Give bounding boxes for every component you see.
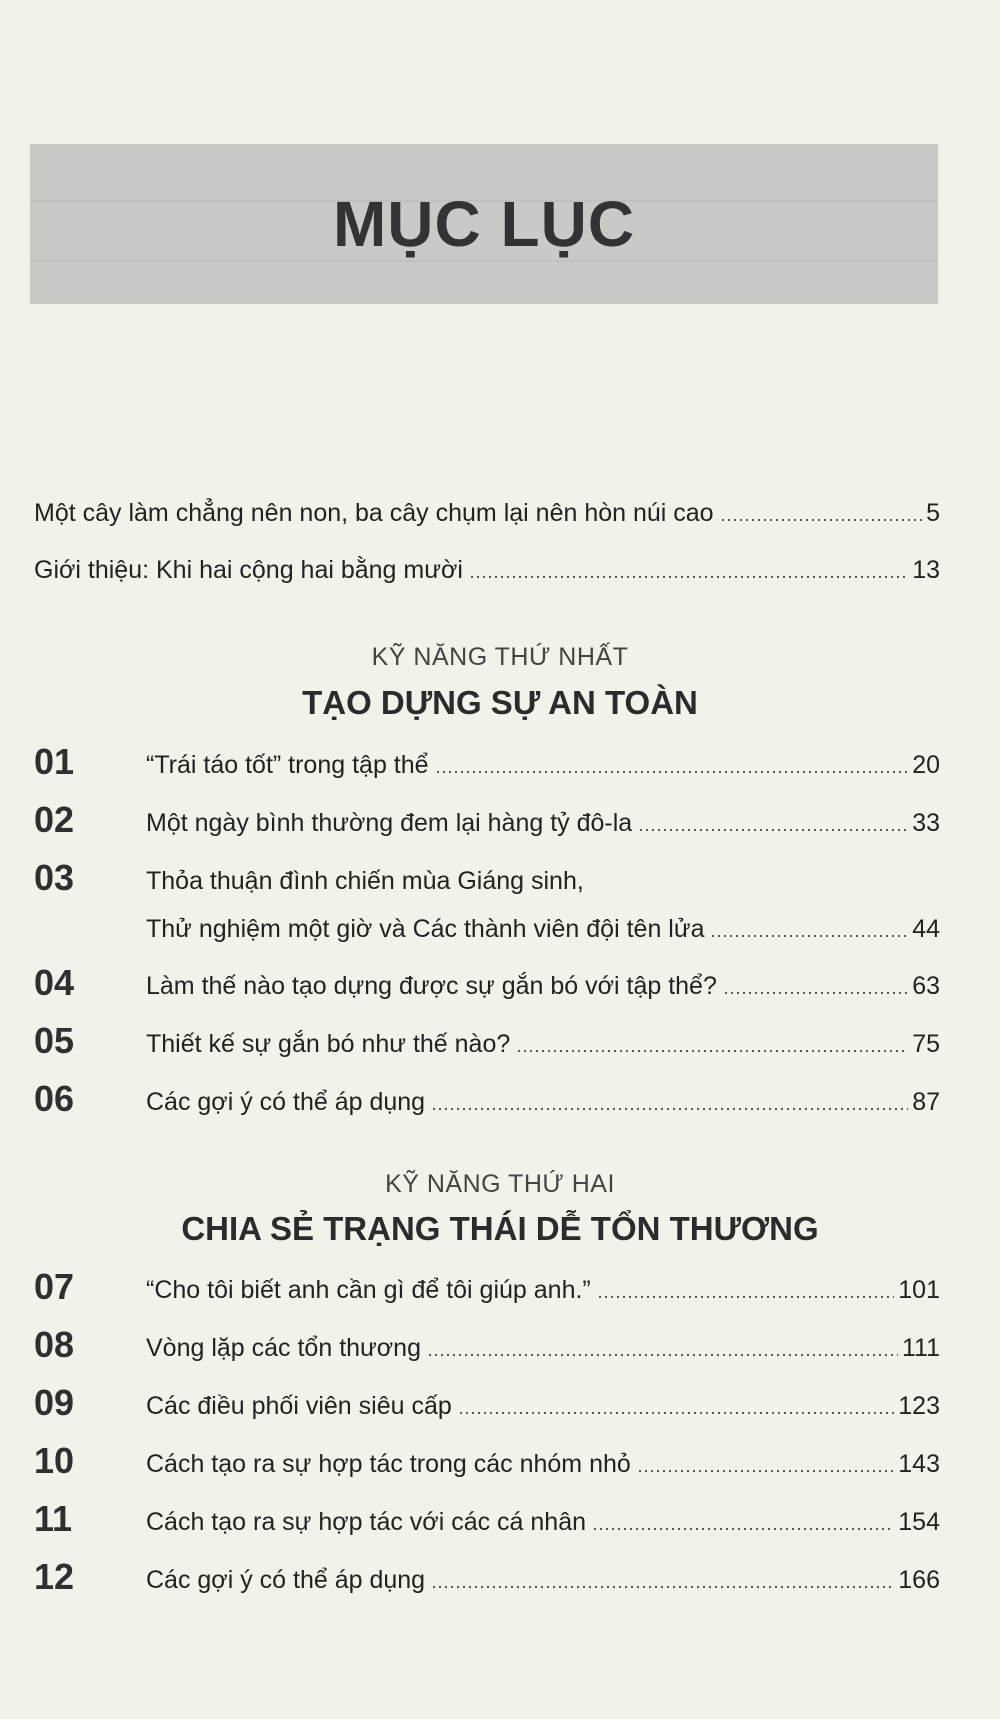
chapter-page-number: 143 bbox=[898, 1450, 940, 1478]
dot-leader bbox=[710, 935, 908, 937]
chapter-title: Các điều phối viên siêu cấp bbox=[146, 1392, 452, 1420]
toc-chapter[interactable] bbox=[34, 1079, 940, 1119]
toc-entry-introduction[interactable] bbox=[34, 555, 940, 585]
dot-leader bbox=[469, 576, 908, 578]
chapter-number: 02 bbox=[34, 799, 75, 840]
dot-leader bbox=[592, 1528, 894, 1530]
chapter-number: 12 bbox=[34, 1556, 75, 1597]
chapter-title: Các gợi ý có thể áp dụng bbox=[146, 1566, 426, 1594]
chapter-page-number: 75 bbox=[912, 1030, 940, 1058]
chapter-title-line-2: Thử nghiệm một giờ và Các thành viên đội tên lửa bbox=[146, 915, 705, 943]
chapter-page-number: 44 bbox=[912, 915, 940, 943]
dot-leader bbox=[431, 1108, 908, 1110]
chapter-page-number: 20 bbox=[912, 751, 940, 779]
toc-chapter[interactable] bbox=[34, 1267, 940, 1307]
chapter-title: Thiết kế sự gắn bó như thế nào? bbox=[146, 1030, 511, 1058]
entry-label: Một cây làm chẳng nên non, ba cây chụm lại nên hòn núi cao bbox=[34, 499, 714, 527]
toc-chapter[interactable] bbox=[34, 1021, 940, 1061]
chapter-number: 06 bbox=[34, 1078, 75, 1119]
toc-chapter[interactable] bbox=[34, 1499, 940, 1539]
dot-leader bbox=[516, 1050, 908, 1052]
chapter-page-number: 154 bbox=[898, 1508, 940, 1536]
dot-leader bbox=[638, 829, 908, 831]
toc-chapter[interactable] bbox=[34, 1557, 940, 1597]
chapter-number: 05 bbox=[34, 1020, 75, 1061]
chapter-title: Cách tạo ra sự hợp tác với các cá nhân bbox=[146, 1508, 587, 1536]
chapter-title: Một ngày bình thường đem lại hàng tỷ đô-la bbox=[146, 809, 633, 837]
chapter-number: 01 bbox=[34, 741, 75, 782]
chapter-title: “Trái táo tốt” trong tập thể bbox=[146, 751, 429, 779]
entry-label: Giới thiệu: Khi hai cộng hai bằng mười bbox=[34, 556, 463, 584]
chapter-page-number: 63 bbox=[912, 972, 940, 1000]
dot-leader bbox=[458, 1412, 895, 1414]
chapter-number: 03 bbox=[34, 857, 75, 898]
chapter-title: Vòng lặp các tổn thương bbox=[146, 1334, 421, 1362]
chapter-title-line-1: Thỏa thuận đình chiến mùa Giáng sinh, bbox=[146, 867, 584, 895]
section-title: CHIA SẺ TRẠNG THÁI DỄ TỔN THƯƠNG bbox=[181, 1210, 819, 1247]
dot-leader bbox=[435, 771, 909, 773]
chapter-title: “Cho tôi biết anh cần gì để tôi giúp anh.” bbox=[146, 1276, 591, 1304]
toc-chapter[interactable] bbox=[34, 1325, 940, 1365]
chapter-number: 09 bbox=[34, 1382, 75, 1423]
section-kicker: KỸ NĂNG THỨ HAI bbox=[385, 1170, 615, 1198]
chapter-title: Cách tạo ra sự hợp tác trong các nhóm nhỏ bbox=[146, 1450, 631, 1478]
page-title: MỤC LỤC bbox=[332, 188, 636, 260]
chapter-number: 11 bbox=[34, 1498, 73, 1539]
toc-chapter[interactable] bbox=[34, 963, 940, 1003]
chapter-number: 07 bbox=[34, 1266, 75, 1307]
chapter-page-number: 166 bbox=[898, 1566, 940, 1594]
dot-leader bbox=[723, 992, 908, 994]
chapter-number: 08 bbox=[34, 1324, 75, 1365]
chapter-page-number: 123 bbox=[898, 1392, 940, 1420]
dot-leader bbox=[720, 519, 923, 521]
dot-leader bbox=[597, 1296, 895, 1298]
chapter-page-number: 33 bbox=[912, 809, 940, 837]
toc-chapter[interactable] bbox=[34, 1441, 940, 1481]
chapter-page-number: 87 bbox=[912, 1088, 940, 1116]
chapter-title: Làm thế nào tạo dựng được sự gắn bó với tập thể? bbox=[146, 972, 717, 1000]
chapter-number: 04 bbox=[34, 962, 75, 1003]
toc-chapter[interactable] bbox=[34, 858, 940, 944]
section-title: TẠO DỰNG SỰ AN TOÀN bbox=[302, 684, 698, 721]
chapter-title: Các gợi ý có thể áp dụng bbox=[146, 1088, 426, 1116]
section-kicker: KỸ NĂNG THỨ NHẤT bbox=[371, 643, 629, 671]
toc-chapter[interactable] bbox=[34, 1383, 940, 1423]
toc-entry-foreword[interactable] bbox=[34, 498, 940, 528]
chapter-page-number: 111 bbox=[901, 1334, 940, 1362]
entry-page-number: 5 bbox=[926, 499, 940, 527]
chapter-number: 10 bbox=[34, 1440, 75, 1481]
dot-leader bbox=[637, 1470, 895, 1472]
toc-chapter[interactable] bbox=[34, 742, 940, 782]
dot-leader bbox=[427, 1354, 898, 1356]
entry-page-number: 13 bbox=[912, 556, 940, 584]
chapter-page-number: 101 bbox=[898, 1276, 940, 1304]
toc-chapter[interactable] bbox=[34, 800, 940, 840]
dot-leader bbox=[431, 1586, 894, 1588]
title-banner bbox=[30, 144, 938, 304]
